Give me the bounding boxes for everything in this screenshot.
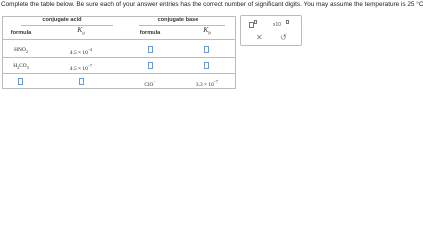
- kb-input-row-2[interactable]: [204, 62, 209, 69]
- acid-formula-row-2: $H_2CO_3$: [13, 63, 29, 71]
- ka-value-row-2: $4.5 \times 10^{-7}$: [69, 63, 93, 72]
- superscript-button[interactable]: [248, 19, 260, 29]
- instructions-text: Complete the table below. Be sure each of your answer entries has the correct number of significant digits. You may assume the temperature is 25 °C: [1, 1, 423, 8]
- clear-button[interactable]: [255, 33, 265, 43]
- group-header-conjugate-acid: conjugate acid: [42, 17, 82, 23]
- undo-button[interactable]: [279, 33, 289, 43]
- ka-value-row-1: $4.5 \times 10^{-4}$: [69, 47, 93, 56]
- math-toolbar: [240, 15, 302, 46]
- ka-input-row-3[interactable]: [79, 78, 84, 85]
- acid-formula-input-row-3[interactable]: [18, 78, 23, 85]
- group-header-conjugate-base: conjugate base: [157, 17, 199, 23]
- sci-notation-label: x10: [273, 22, 282, 28]
- undo-icon: ↺: [280, 33, 287, 42]
- sci-notation-icon: [286, 20, 289, 24]
- base-formula-row-3: ClO−: [144, 79, 156, 88]
- kb-value-row-3: $3.3 \times 10^{-7}$: [195, 79, 219, 88]
- col-header-ka: $K_a$: [77, 25, 85, 37]
- col-header-base-formula: formula: [139, 30, 161, 36]
- base-formula-input-row-2[interactable]: [148, 62, 153, 69]
- kb-input-row-1[interactable]: [204, 46, 209, 53]
- col-header-acid-formula: formula: [10, 30, 32, 36]
- sci-notation-button[interactable]: [273, 19, 299, 29]
- answer-table: [1, 15, 237, 90]
- clear-x-icon: ✕: [256, 33, 263, 42]
- col-header-kb: $K_b$: [203, 25, 211, 37]
- base-formula-input-row-1[interactable]: [148, 46, 153, 53]
- acid-formula-row-1: $HNO_2$: [14, 47, 28, 55]
